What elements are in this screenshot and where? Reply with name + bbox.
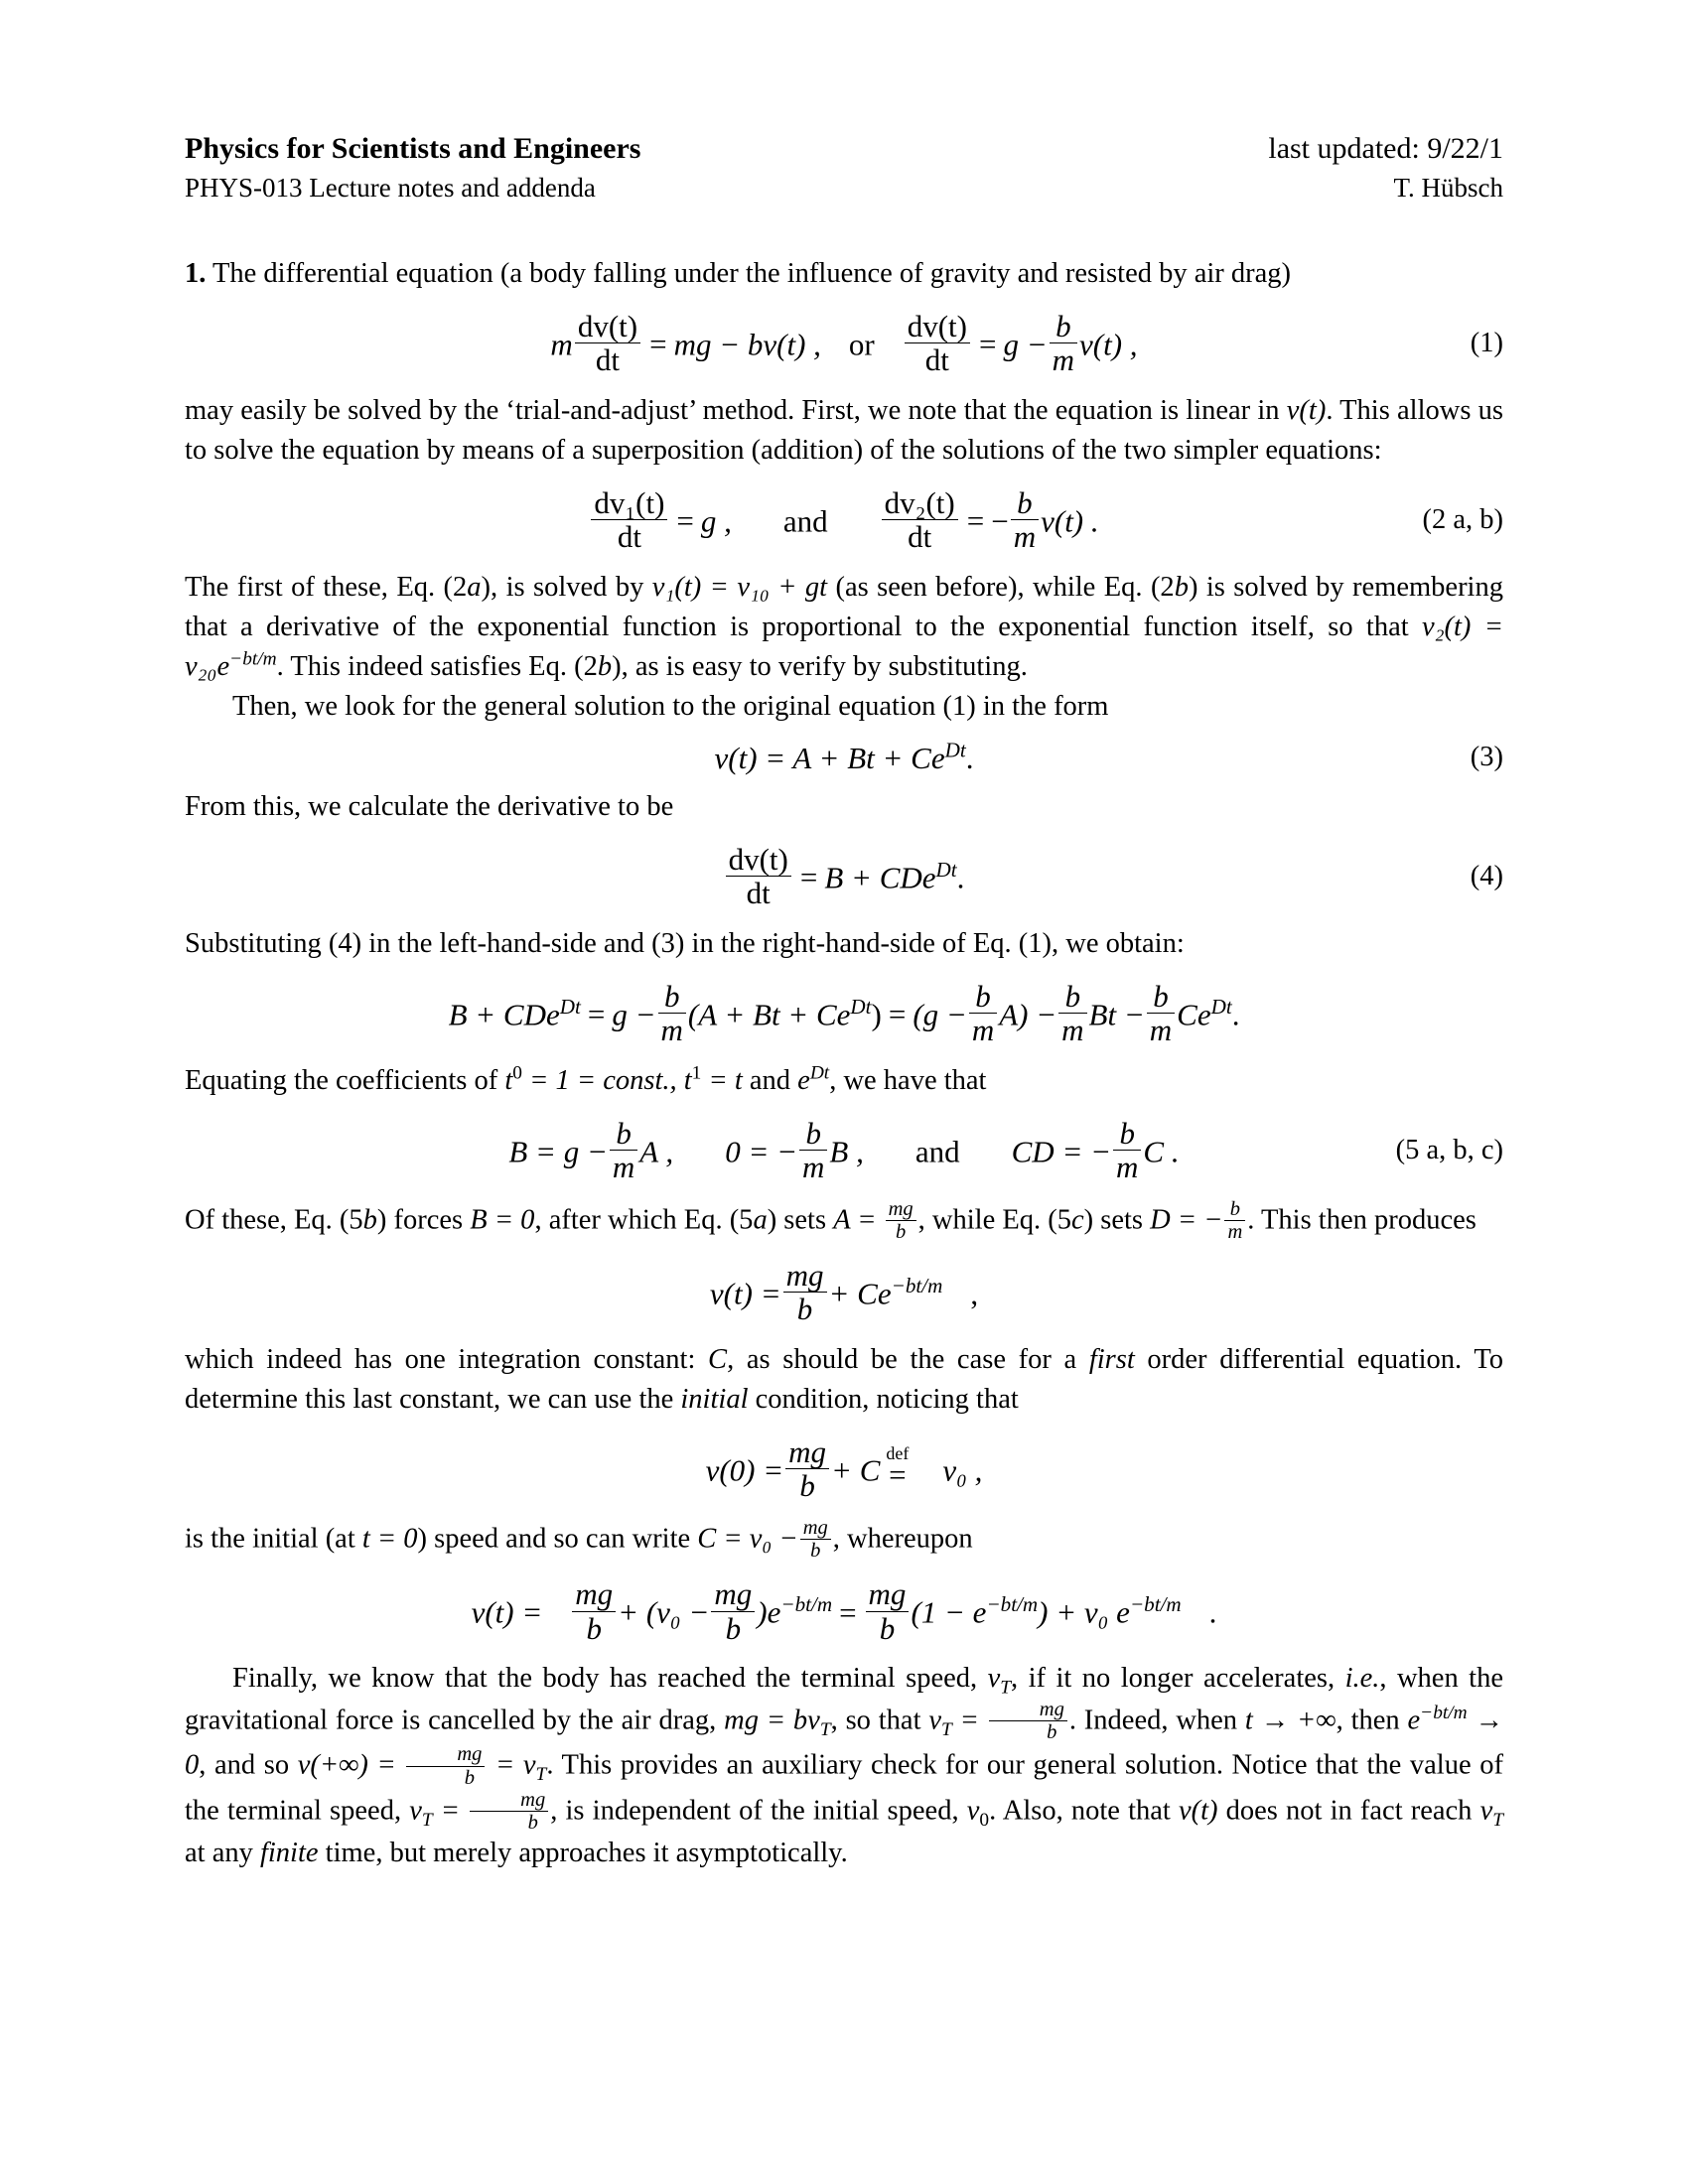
eqvtC-lhs: v(t) = (709, 1276, 781, 1311)
inline-vT-val: v (928, 1705, 942, 1736)
inline-A-den: b (886, 1220, 916, 1243)
inline-v0-sub: 0 (979, 1809, 990, 1831)
author-name: T. Hübsch (1393, 173, 1503, 203)
paragraph-8-text-e: , while Eq. (5 (917, 1204, 1071, 1235)
paragraph-8-text-c: , after which Eq. (5 (534, 1204, 754, 1235)
eq5-f1d: m (610, 1150, 637, 1183)
emph-ie: i.e. (1344, 1663, 1380, 1695)
eqfin-tail: . (1208, 1594, 1217, 1630)
equation-2 (185, 486, 1503, 554)
inline-D-den: m (1224, 1220, 1245, 1243)
paragraph-11-text-l: does not in fact reach (1217, 1795, 1480, 1827)
inline-vT-num: mg (1039, 1699, 1064, 1721)
inline-C-den: b (800, 1539, 831, 1562)
paragraph-11-text-h: , and so (199, 1749, 298, 1781)
eq1-equals-2: = (978, 327, 997, 362)
eq4-rhs: B + CDe (824, 860, 936, 895)
inline-v-of-t: v(t) (1286, 394, 1327, 426)
eqsub-t7-exp: Dt (1210, 994, 1232, 1019)
inline-v-of-t-2: v(t) (1178, 1795, 1218, 1827)
eqfin-frac-2 (711, 1577, 755, 1645)
eqfin-lhs: v(t) = (471, 1594, 543, 1630)
eq1-g: g − (1003, 327, 1048, 362)
eqvtC-plus: + Ce (828, 1276, 892, 1311)
inline-v-inf-num: mg (457, 1743, 483, 1766)
eqfin-n2: mg (714, 1576, 753, 1612)
inline-vT-1: v (987, 1663, 1001, 1695)
eq-ref-2b: b (1174, 571, 1189, 603)
paragraph-11-text-k: . Also, note that (989, 1795, 1179, 1827)
eq5-frac-3 (1113, 1117, 1141, 1184)
eqsub-f3d: m (1058, 1013, 1086, 1046)
paragraph-9-text-d: order differential equation. To determine this last constant, we can use the (185, 1343, 1503, 1415)
eq5-f2n: b (805, 1115, 821, 1151)
equation-1-body (550, 310, 1137, 377)
paragraph-11-text-m: at any (185, 1838, 260, 1869)
inline-B-zero: B = 0 (470, 1204, 535, 1235)
inline-eDt-sup: Dt (809, 1062, 830, 1084)
eq2-num2: dv₂(t) (884, 484, 955, 520)
inline-vT-2-frac (470, 1789, 548, 1834)
eqsub-f2n: b (975, 978, 991, 1014)
paragraph-8-text-b: ) forces (376, 1204, 471, 1235)
eq3-text: v(t) = A + Bt + Ce (714, 740, 945, 775)
eq5-p4: B , (829, 1134, 864, 1169)
eqsub-f3n: b (1064, 978, 1081, 1014)
paragraph-4 (185, 687, 1503, 727)
eqv0-frac (785, 1435, 829, 1503)
eqsub-t5: A) − (999, 997, 1057, 1032)
eq2-frac-num: b (1017, 484, 1033, 520)
header-row-secondary (185, 169, 1503, 206)
eq5-f1n: b (616, 1115, 632, 1151)
paragraph-3-text-f: ), as is easy to verify by substituting. (612, 650, 1028, 682)
eqv0-lhs: v(0) = (705, 1452, 784, 1488)
eqfin-e3: −bt/m (1129, 1592, 1182, 1617)
eqfin-mid2: )e (757, 1594, 781, 1630)
inline-v1-solution: v₁(t) = v₁₀ + gt (651, 571, 828, 603)
inline-C-solution: C = v₀ − (697, 1523, 798, 1555)
paragraph-3-text-d: ) is solved by remembering that a derivative of the exponential function is proportional to the exponential function itself, so that (185, 571, 1503, 642)
inline-exp-to-0: → 0 (185, 1705, 1504, 1781)
eq4-tail: . (956, 860, 965, 895)
inline-vT-2-num: mg (520, 1788, 546, 1811)
eqsub-lhs-exp: Dt (559, 994, 581, 1019)
eq4-den: dt (726, 876, 791, 909)
inline-D-lhs: D = − (1150, 1204, 1223, 1235)
eqv0-rhs: v₀ , (942, 1452, 983, 1488)
eq5-p3: 0 = − (725, 1134, 798, 1169)
inline-exp-term-sup: −bt/m (1420, 1702, 1468, 1723)
inline-t0-sup: 0 (512, 1062, 522, 1084)
eq2-tail: v(t) . (1041, 503, 1099, 539)
eq3-exponent: Dt (944, 738, 966, 762)
course-subtitle: PHYS-013 Lecture notes and addenda (185, 173, 596, 203)
eq5-frac-1 (610, 1117, 637, 1184)
eq1-num2: dv(t) (907, 309, 967, 343)
eqv0-def-symbol: = (889, 1456, 907, 1492)
eqv0-def-equals (886, 1442, 910, 1492)
paragraph-11-text-j: , is independent of the initial speed, (550, 1795, 967, 1827)
eqfin-equals: = (839, 1594, 857, 1630)
emph-initial: initial (680, 1383, 749, 1415)
eqv0-plus: + C (831, 1452, 881, 1488)
eqsub-equals-1: = (587, 997, 606, 1032)
eq5-f3d: m (1113, 1150, 1141, 1183)
paragraph-1-text: The differential equation (a body falling under the influence of gravity and resisted by air drag) (212, 258, 1292, 289)
eq1-dvdt-2 (905, 310, 970, 377)
eq5-p2: A , (639, 1134, 674, 1169)
equation-1 (185, 310, 1503, 377)
equation-2-tag: (2 a, b) (1422, 503, 1503, 535)
paragraph-9-text-b: , as should be the case for a (727, 1343, 1089, 1375)
eqsub-t4: (g − (913, 997, 967, 1032)
inline-vT-3: v (1479, 1795, 1493, 1827)
eq2-den2: dt (882, 519, 958, 553)
paragraph-11-text-b: , if it no longer accelerates, (1011, 1663, 1345, 1695)
eqsub-t1: g − (612, 997, 656, 1032)
paragraph-11-text-g: , then (1336, 1705, 1408, 1736)
emph-first: first (1088, 1343, 1135, 1375)
eqsub-equals-2: = (888, 997, 907, 1032)
eqsub-f4n: b (1153, 978, 1169, 1014)
eqvtC-den: b (783, 1292, 827, 1325)
eq2-minus: − (991, 503, 1009, 539)
inline-t0: t (504, 1064, 513, 1096)
paragraph-10 (185, 1517, 1503, 1562)
eqfin-mid4: ) + v₀ e (1038, 1594, 1130, 1630)
equation-3-body (714, 738, 974, 775)
inline-vT-val-sub: T (941, 1719, 952, 1741)
eq-ref-5c: c (1071, 1204, 1084, 1235)
paragraph-9 (185, 1340, 1503, 1420)
paragraph-3-text-b: ), is solved by (481, 571, 652, 603)
paragraph-3-text-e: . This indeed satisfies Eq. (2 (276, 650, 598, 682)
eqsub-t8: . (1231, 997, 1240, 1032)
inline-vT-3-sub: T (1492, 1809, 1504, 1831)
equation-4-tag: (4) (1470, 860, 1503, 891)
eq2-frac-den: m (1011, 519, 1039, 553)
eq-ref-5a: a (753, 1204, 768, 1235)
paragraph-4-text: Then, we look for the general solution to the original equation (1) in the form (232, 690, 1109, 722)
paragraph-9-text-a: which indeed has one integration constant: (185, 1343, 709, 1375)
paragraph-7-text-b: , we have that (829, 1064, 987, 1096)
inline-C-num: mg (802, 1516, 828, 1539)
inline-C-frac (800, 1517, 831, 1562)
course-title: Physics for Scientists and Engineers (185, 132, 641, 165)
inline-and-word: and (742, 1064, 798, 1096)
eqsub-t7: Ce (1177, 997, 1211, 1032)
paragraph-11-text-o: time, but merely approaches it asymptotically. (318, 1838, 848, 1869)
inline-t0-rest: = 1 = (521, 1064, 604, 1096)
eqfin-d2: b (711, 1611, 755, 1645)
eqsub-frac-2 (969, 980, 997, 1047)
inline-v2-solution: v₂(t) = v₂₀e (185, 611, 1503, 682)
equation-v0-body (706, 1435, 983, 1503)
eq2-dv2dt (882, 486, 958, 554)
inline-t-to-inf: t → +∞ (1244, 1705, 1336, 1736)
inline-t-eq-0: t = 0 (361, 1523, 418, 1555)
inline-A-lhs: A = (833, 1204, 884, 1235)
eq4-num: dv(t) (728, 841, 788, 877)
paragraph-6 (185, 924, 1503, 964)
inline-vT-2: v (409, 1795, 422, 1827)
inline-vT-den: b (989, 1720, 1067, 1743)
paragraph-8-text-a: Of these, Eq. (5 (185, 1204, 363, 1235)
page-header (185, 129, 1503, 206)
inline-vT-frac (989, 1699, 1067, 1743)
paragraph-11-text-d: , when the gravitational force is cancelled by the air drag, (185, 1663, 1503, 1736)
eq2-b-over-m (1011, 486, 1039, 554)
eqfin-e2: −bt/m (986, 1592, 1039, 1617)
equation-1-tag: (1) (1470, 327, 1503, 358)
paragraph-3-text-c: (as seen before), while Eq. (2 (827, 571, 1175, 603)
eq2-den1: dt (591, 519, 667, 553)
eqsub-frac-1 (658, 980, 686, 1047)
eqfin-frac-3 (866, 1577, 910, 1645)
eq4-equals: = (799, 860, 818, 895)
paragraph-2 (185, 391, 1503, 471)
inline-vT-2-eq: = (432, 1795, 469, 1827)
paragraph-11-text-a: Finally, we know that the body has reached the terminal speed, (232, 1663, 988, 1695)
equation-3 (185, 738, 1503, 775)
eq1-rhs1: mg − bv(t) , (673, 327, 821, 362)
eqfin-d3: b (866, 1611, 910, 1645)
eq5-and: and (914, 1134, 960, 1169)
eqsub-frac-3 (1058, 980, 1086, 1047)
eq2-equals-1: = (676, 503, 694, 539)
eqv0-num: mg (788, 1433, 827, 1469)
eqsub-f2d: m (969, 1013, 997, 1046)
eq1-frac-num: b (1055, 309, 1071, 343)
eq1-b-over-m (1050, 310, 1077, 377)
eq3-tail: . (965, 740, 974, 775)
inline-v-inf-sub: T (535, 1764, 547, 1786)
eq1-m: m (550, 327, 573, 362)
emph-finite: finite (259, 1838, 319, 1869)
last-updated: last updated: 9/22/1 (1268, 132, 1503, 165)
equation-v0 (185, 1435, 1503, 1503)
eqv0-den: b (785, 1468, 829, 1502)
eq2-rhs1: g , (700, 503, 732, 539)
eqsub-t6: Bt − (1088, 997, 1145, 1032)
inline-v-inf-frac (406, 1743, 485, 1788)
eq5-p5: CD = − (1011, 1134, 1112, 1169)
eq1-equals: = (649, 327, 667, 362)
eqsub-t3: ) (871, 997, 882, 1032)
inline-exp-term: e (1407, 1705, 1421, 1736)
eqsub-f1n: b (663, 978, 680, 1014)
header-row-primary (185, 129, 1503, 169)
paragraph-3 (185, 568, 1503, 687)
eq-ref-5b: b (362, 1204, 377, 1235)
eqv0-def-label: def (886, 1442, 910, 1463)
eqfin-frac-1 (572, 1577, 616, 1645)
inline-const: const. (603, 1064, 670, 1096)
eqfin-d1: b (572, 1611, 616, 1645)
inline-t1: t (683, 1064, 692, 1096)
eq2-and: and (782, 503, 828, 539)
paragraph-10-text-b: ) speed and so can write (417, 1523, 698, 1555)
equation-vt-with-C (185, 1259, 1503, 1326)
eq4-exponent: Dt (935, 857, 957, 882)
paragraph-3-text-a: The first of these, Eq. (2 (185, 571, 468, 603)
eqvtC-exp: −bt/m (891, 1274, 943, 1298)
eqfin-n1: mg (575, 1576, 614, 1612)
inline-v2-exponent: −bt/m (229, 648, 277, 670)
inline-t1-sup: 1 (691, 1062, 702, 1084)
eqsub-t2-exp: Dt (850, 994, 872, 1019)
inline-v-inf-lhs: v(+∞) = (297, 1749, 405, 1781)
inline-v-inf-eq: = v (487, 1749, 536, 1781)
paragraph-11-text-f: . Indeed, when (1068, 1705, 1245, 1736)
eq2-equals-2: = (966, 503, 985, 539)
inline-vT-val-eq: = (951, 1705, 987, 1736)
paragraph-11-text-i: . This provides an auxiliary check for our general solution. Notice that the value of the terminal speed, (185, 1749, 1503, 1827)
inline-vT-1-sub: T (1000, 1677, 1012, 1699)
eqvtC-num: mg (785, 1258, 824, 1293)
paragraph-11-text-e: , so that (830, 1705, 929, 1736)
inline-vT-2-sub: T (421, 1809, 433, 1831)
eq1-or: or (848, 327, 875, 362)
eqsub-t2: (A + Bt + Ce (687, 997, 851, 1032)
inline-D-num: b (1229, 1197, 1240, 1220)
paragraph-9-text-f: condition, noticing that (748, 1383, 1019, 1415)
paragraph-5 (185, 787, 1503, 827)
equation-final (185, 1577, 1503, 1645)
equation-5-body (508, 1117, 1179, 1184)
eq5-frac-2 (799, 1117, 827, 1184)
eq5-p1: B = g − (508, 1134, 608, 1169)
eq5-p6: C . (1143, 1134, 1180, 1169)
inline-C-letter: C (708, 1343, 728, 1375)
eq5-f2d: m (799, 1150, 827, 1183)
paragraph-1 (185, 254, 1503, 294)
inline-t1-rest: = t (701, 1064, 743, 1096)
paragraph-8-text-f: ) sets (1083, 1204, 1151, 1235)
paragraph-2-text-b: . This allows us to solve the equation by means of a superposition (addition) of the solutions of the two simpler equations: (185, 394, 1503, 466)
item-number: 1. (185, 258, 207, 289)
eq1-tail: v(t) , (1079, 327, 1138, 362)
equation-4 (185, 843, 1503, 910)
equation-final-body (472, 1577, 1217, 1645)
inline-v0: v (966, 1795, 980, 1827)
paragraph-8-text-g: . This then produces (1247, 1204, 1477, 1235)
eq1-num1: dv(t) (577, 309, 638, 343)
inline-comma-1: , (669, 1064, 684, 1096)
inline-vT-2-den: b (470, 1811, 548, 1834)
paragraph-7 (185, 1061, 1503, 1101)
paragraph-8 (185, 1198, 1503, 1243)
inline-v-inf-den: b (406, 1766, 485, 1789)
eq1-den2: dt (905, 342, 970, 376)
eqfin-e1: −bt/m (780, 1592, 833, 1617)
eq1-den1: dt (575, 342, 640, 376)
eqsub-f1d: m (658, 1013, 686, 1046)
equation-3-tag: (3) (1470, 742, 1503, 773)
paragraph-10-text-a: is the initial (at (185, 1523, 362, 1555)
eqsub-frac-4 (1147, 980, 1175, 1047)
eqfin-n3: mg (868, 1576, 907, 1612)
inline-A-frac (886, 1198, 916, 1243)
paragraph-2-text-a: may easily be solved by the ‘trial-and-adjust’ method. First, we note that the equation is linear in (185, 394, 1287, 426)
paragraph-6-text: Substituting (4) in the left-hand-side and (3) in the right-hand-side of Eq. (1), we obtain: (185, 927, 1185, 959)
eq4-dvdt (726, 843, 791, 910)
eq-ref-2b-2: b (597, 650, 613, 682)
eqvtC-frac (783, 1259, 827, 1326)
eq2-dv1dt (591, 486, 667, 554)
inline-D-frac (1224, 1198, 1245, 1243)
inline-mg-bvT: mg = bv (724, 1705, 820, 1736)
equation-5-tag: (5 a, b, c) (1395, 1134, 1503, 1165)
eq1-frac-den: m (1050, 342, 1077, 376)
eqfin-mid3: (1 − e (911, 1594, 987, 1630)
equation-substitution-body (449, 980, 1240, 1047)
eq-ref-2a: a (467, 571, 482, 603)
paragraph-7-text-a: Equating the coefficients of (185, 1064, 505, 1096)
eq2-num1: dv₁(t) (594, 484, 665, 520)
equation-2-body (589, 486, 1098, 554)
eq1-dvdt-1 (575, 310, 640, 377)
paragraph-10-text-c: , whereupon (832, 1523, 973, 1555)
equation-vt-with-C-body (710, 1259, 978, 1326)
eqfin-mid1: + (v₀ − (618, 1594, 710, 1630)
eqsub-lhs: B + CDe (448, 997, 560, 1032)
eqsub-f4d: m (1147, 1013, 1175, 1046)
paragraph-8-text-d: ) sets (767, 1204, 834, 1235)
equation-substitution (185, 980, 1503, 1047)
paragraph-11 (185, 1659, 1503, 1873)
document-body (185, 254, 1503, 1873)
paragraph-5-text: From this, we calculate the derivative to be (185, 790, 674, 822)
inline-A-num: mg (888, 1197, 914, 1220)
inline-mg-bvT-sub: T (819, 1719, 831, 1741)
inline-eDt: e (797, 1064, 810, 1096)
eq5-f3n: b (1119, 1115, 1135, 1151)
eqvtC-tail: , (970, 1276, 979, 1311)
equation-4-body (724, 843, 965, 910)
equation-5 (185, 1117, 1503, 1184)
